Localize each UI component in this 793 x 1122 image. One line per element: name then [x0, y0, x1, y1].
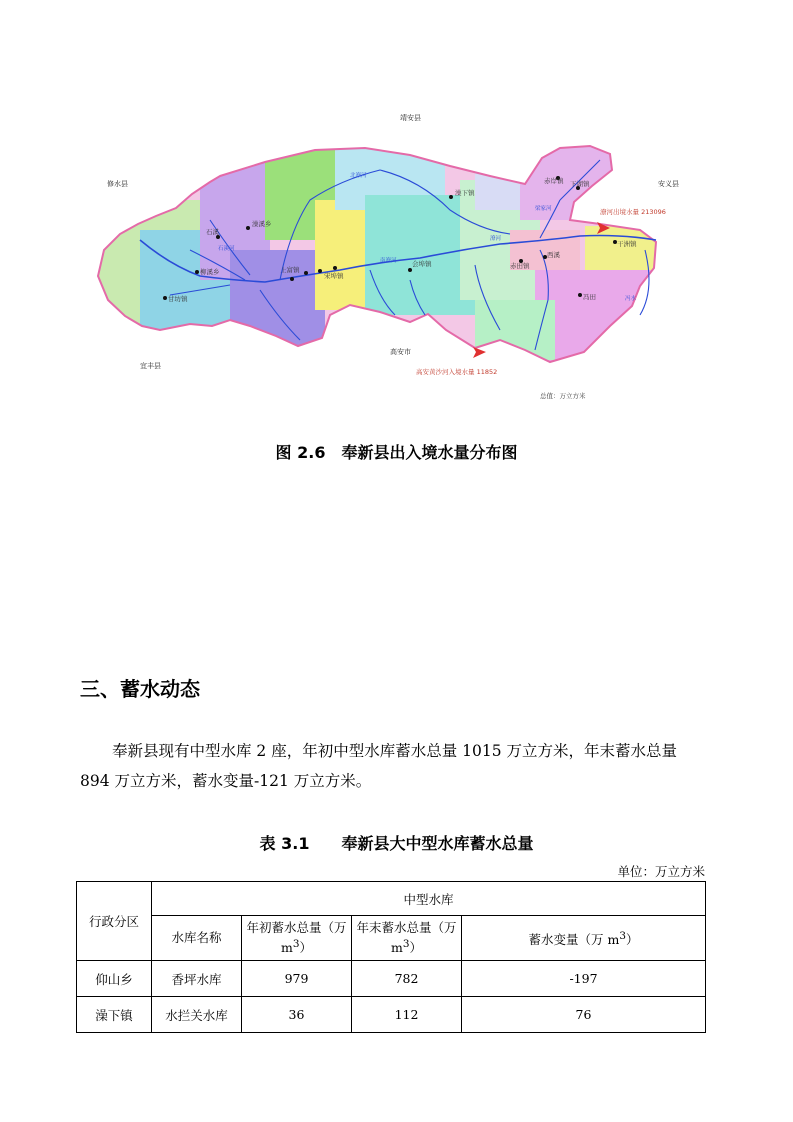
inflow-arrow-south — [473, 347, 486, 358]
col-change-header: 蓄水变量（万 $m^3$） — [462, 916, 706, 961]
svg-text:干洲镇: 干洲镇 — [617, 240, 637, 248]
svg-text:赤岸镇: 赤岸镇 — [544, 177, 564, 185]
reservoir-table — [76, 881, 706, 1033]
group-header: 中型水库 — [152, 882, 706, 916]
svg-text:高安市: 高安市 — [390, 348, 411, 356]
col-end-header: 年末蓄水总量（万 $m^3$） — [352, 916, 462, 961]
section-heading: 三、蓄水动态 — [80, 677, 200, 701]
table-row: 澡下镇 水拦关水库 36 112 76 — [77, 997, 706, 1033]
table-subheader-row — [77, 916, 706, 961]
svg-text:冯田: 冯田 — [583, 293, 596, 301]
table-row: 仰山乡 香坪水库 979 782 -197 — [77, 961, 706, 997]
svg-text:石溪: 石溪 — [206, 228, 219, 236]
svg-text:潦河出境水量 213096: 潦河出境水量 213096 — [600, 208, 666, 216]
svg-text:南潦河: 南潦河 — [380, 258, 397, 264]
figure-caption: 图 2.6 奉新县出入境水量分布图 — [275, 443, 518, 462]
table-unit: 单位：万立方米 — [617, 864, 705, 879]
svg-text:下湖镇: 下湖镇 — [570, 180, 590, 188]
svg-text:靖安县: 靖安县 — [400, 114, 421, 122]
svg-text:总值：万立方米: 总值：万立方米 — [540, 392, 586, 400]
svg-text:会埠镇: 会埠镇 — [412, 260, 432, 268]
map-figure — [80, 100, 720, 420]
svg-text:北潦河: 北潦河 — [350, 173, 367, 179]
svg-text:甘坊镇: 甘坊镇 — [168, 295, 188, 303]
col-name-header: 水库名称 — [152, 916, 242, 961]
svg-text:修水县: 修水县 — [107, 180, 128, 188]
table-title: 表 3.1 奉新县大中型水库蓄水总量 — [259, 834, 534, 853]
svg-text:上富镇: 上富镇 — [280, 266, 300, 274]
svg-text:安义县: 安义县 — [658, 180, 679, 188]
svg-text:柳溪乡: 柳溪乡 — [200, 268, 220, 276]
table-header-row — [77, 882, 706, 916]
county-map — [80, 100, 720, 420]
svg-text:石溪河: 石溪河 — [218, 246, 235, 252]
svg-text:赤田镇: 赤田镇 — [510, 262, 530, 270]
section-paragraph: 奉新县现有中型水库 2 座，年初中型水库蓄水总量 1015 万立方米，年末蓄水总量 894 万立方米，蓄水变量-121 万立方米。 — [80, 742, 678, 790]
svg-text:潦河: 潦河 — [490, 236, 502, 242]
svg-text:宜丰县: 宜丰县 — [140, 362, 161, 370]
svg-text:宋埠镇: 宋埠镇 — [324, 272, 344, 280]
svg-text:高安黄沙河入境水量 11852: 高安黄沙河入境水量 11852 — [416, 368, 498, 376]
svg-text:西溪: 西溪 — [547, 251, 560, 259]
col-start-header: 年初蓄水总量（万 $m^3$） — [242, 916, 352, 961]
svg-text:澡溪乡: 澡溪乡 — [252, 220, 272, 228]
svg-text:澡下镇: 澡下镇 — [455, 189, 475, 197]
svg-text:梁家河: 梁家河 — [535, 206, 552, 212]
admin-header: 行政分区 — [77, 882, 152, 961]
svg-text:冯水: 冯水 — [625, 296, 637, 302]
